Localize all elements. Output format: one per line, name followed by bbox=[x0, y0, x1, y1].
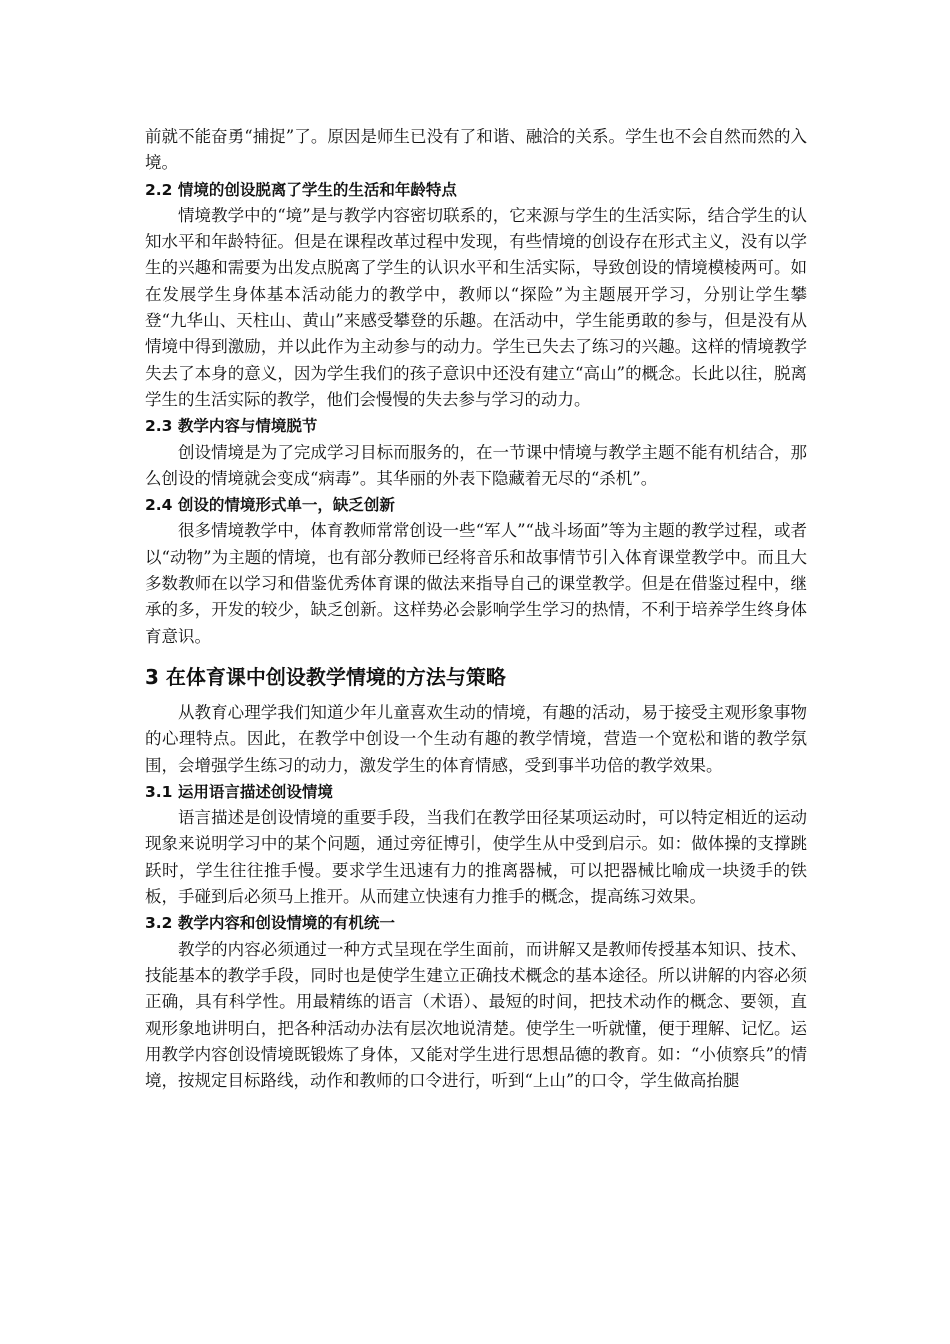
chapter-heading-3: 3 在体育课中创设教学情境的方法与策略 bbox=[145, 664, 506, 689]
paragraph-3-1: 语言描述是创设情境的重要手段，当我们在教学田径某项运动时，可以特定相近的运动现象来说明学习中的某个问题，通过旁征博引，使学生从中受到启示。如：做体操的支撑跳跃时，学生往往推手慢。要求学生迅速有力的推离器械，可以把器械比喻成一块烫手的铁板，手碰到后必须马上推开。从而建立快速有力推手的概念，提高练习效果。 bbox=[145, 808, 807, 907]
paragraph-3-2: 教学的内容必须通过一种方式呈现在学生面前，而讲解又是教师传授基本知识、技术、技能基本的教学手段，同时也是使学生建立正确技术概念的基本途径。所以讲解的内容必须正确，具有科学性。用最精练的语言（术语）、最短的时间，把技术动作的概念、要领，直观形象地讲明白，把各种活动办法有层次地说清楚。使学生一听就懂，便于理解、记忆。运用教学内容创设情境既锻炼了身体，又能对学生进行思想品德的教育。如：“小侦察兵”的情境，按规定目标路线，动作和教师的口令进行，听到“上山”的口令，学生做高抬腿 bbox=[145, 939, 807, 1091]
document-page bbox=[145, 124, 807, 1094]
section-heading-3-2: 3.2 教学内容和创设情境的有机统一 bbox=[145, 914, 395, 933]
paragraph-2-4: 很多情境教学中，体育教师常常创设一些“军人”“战斗场面”等为主题的教学过程，或者以“动物”为主题的情境，也有部分教师已经将音乐和故事情节引入体育课堂教学中。而且大多数教师在以学习和借鉴优秀体育课的做法来指导自己的课堂教学。但是在借鉴过程中，继承的多，开发的较少，缺乏创新。这样势必会影响学生学习的热情，不利于培养学生终身体育意识。 bbox=[145, 521, 807, 646]
section-heading-2-3: 2.3 教学内容与情境脱节 bbox=[145, 417, 318, 436]
section-heading-3-1: 3.1 运用语言描述创设情境 bbox=[145, 782, 333, 801]
paragraph-2-3: 创设情境是为了完成学习目标而服务的，在一节课中情境与教学主题不能有机结合，那么创设的情境就会变成“病毒”。其华丽的外表下隐藏着无尽的“杀机”。 bbox=[145, 442, 807, 488]
paragraph-continued: 前就不能奋勇“捕捉”了。原因是师生已没有了和谐、融洽的关系。学生也不会自然而然的入境。 bbox=[145, 127, 807, 173]
section-heading-2-2: 2.2 情境的创设脱离了学生的生活和年龄特点 bbox=[145, 180, 457, 199]
paragraph-2-2: 情境教学中的“境”是与教学内容密切联系的，它来源与学生的生活实际，结合学生的认知水平和年龄特征。但是在课程改革过程中发现，有些情境的创设存在形式主义，没有以学生的兴趣和需要为出发点脱离了学生的认识水平和生活实际，导致创设的情境模棱两可。如在发展学生身体基本活动能力的教学中，教师以“探险”为主题展开学习，分别让学生攀登“九华山、天柱山、黄山”来感受攀登的乐趣。在活动中，学生能勇敢的参与，但是没有从情境中得到激励，并以此作为主动参与的动力。学生已失去了练习的兴趣。这样的情境教学失去了本身的意义，因为学生我们的孩子意识中还没有建立“高山”的概念。长此以往，脱离学生的生活实际的教学，他们会慢慢的失去参与学习的动力。 bbox=[145, 205, 807, 409]
section-heading-2-4: 2.4 创设的情境形式单一，缺乏创新 bbox=[145, 496, 395, 515]
paragraph-3: 从教育心理学我们知道少年儿童喜欢生动的情境，有趣的活动，易于接受主观形象事物的心理特点。因此，在教学中创设一个生动有趣的教学情境，营造一个宽松和谐的教学氛围，会增强学生练习的动力，激发学生的体育情感，受到事半功倍的教学效果。 bbox=[145, 702, 807, 775]
